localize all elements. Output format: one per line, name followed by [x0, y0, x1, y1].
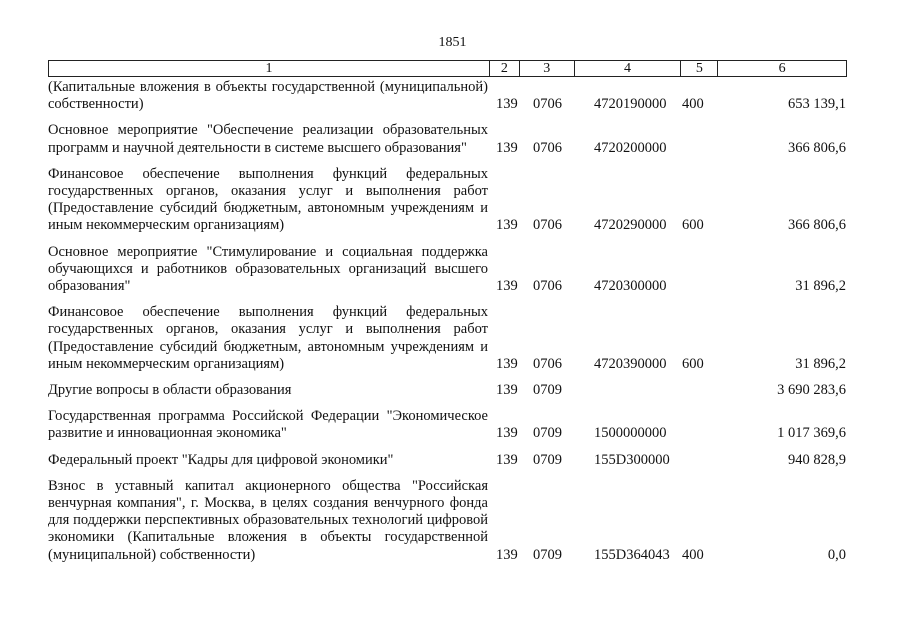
- row-target-article: 155D364043: [594, 546, 670, 563]
- row-code-ministry: 139: [496, 382, 518, 399]
- row-target-article: 155D300000: [594, 451, 670, 468]
- table-row: [48, 452, 847, 469]
- row-section: 0709: [533, 451, 562, 468]
- table-row: [48, 478, 847, 564]
- table-header: [48, 60, 847, 77]
- column-header-4: 4: [575, 61, 682, 76]
- row-section: 0709: [533, 546, 562, 563]
- row-amount: 0,0: [827, 546, 846, 563]
- row-code-ministry: 139: [496, 451, 518, 468]
- row-description: Основное мероприятие "Обеспечение реализации образовательных программ и научной деятельности в системе высшего образования": [48, 122, 488, 156]
- row-section: 0706: [533, 139, 562, 156]
- row-amount: 653 139,1: [788, 96, 846, 113]
- row-code-ministry: 139: [496, 546, 518, 563]
- row-amount: 31 896,2: [795, 278, 846, 295]
- row-code-ministry: 139: [496, 96, 518, 113]
- row-code-ministry: 139: [496, 139, 518, 156]
- row-amount: 366 806,6: [788, 217, 846, 234]
- column-header-6: 6: [778, 61, 786, 76]
- row-target-article: 4720200000: [594, 139, 667, 156]
- row-description: Взнос в уставный капитал акционерного общества "Российская венчурная компания", г. Москва, в целях создания венчурного фонда для поддержки перспективных образовательных технологий цифровой экономики (Капитальные вложения в объекты государственной (муниципальной) собственности): [48, 477, 488, 563]
- row-section: 0709: [533, 382, 562, 399]
- row-amount: 31 896,2: [795, 355, 846, 372]
- table-row: [48, 79, 847, 113]
- row-description: Основное мероприятие "Стимулирование и социальная поддержка обучающихся и работников образовательных организаций высшего образования": [48, 243, 488, 295]
- row-target-article: 4720390000: [594, 355, 667, 372]
- row-code-ministry: 139: [496, 278, 518, 295]
- row-description: Другие вопросы в области образования: [48, 382, 292, 399]
- table-row: [48, 382, 847, 399]
- row-description: Федеральный проект "Кадры для цифровой экономики": [48, 451, 394, 468]
- row-description: Финансовое обеспечение выполнения функций федеральных государственных органов, оказания услуг и выполнения работ (Предоставление субсидий бюджетным, автономным учреждениям и иным некоммерческим организациям): [48, 304, 488, 372]
- row-expense-type: 600: [682, 355, 704, 372]
- table-row: [48, 244, 847, 296]
- row-target-article: 4720190000: [594, 96, 667, 113]
- column-header-3: 3: [520, 61, 575, 76]
- table-row: [48, 408, 847, 442]
- row-target-article: 4720290000: [594, 217, 667, 234]
- table-row: [48, 122, 847, 156]
- row-target-article: 1500000000: [594, 425, 667, 442]
- row-section: 0706: [533, 217, 562, 234]
- row-code-ministry: 139: [496, 425, 518, 442]
- row-expense-type: 400: [682, 96, 704, 113]
- page-number: 1851: [438, 35, 467, 50]
- row-target-article: 4720300000: [594, 278, 667, 295]
- row-section: 0706: [533, 278, 562, 295]
- row-expense-type: 400: [682, 546, 704, 563]
- row-section: 0709: [533, 425, 562, 442]
- row-code-ministry: 139: [496, 355, 518, 372]
- row-amount: 1 017 369,6: [777, 425, 846, 442]
- row-expense-type: 600: [682, 217, 704, 234]
- table-row: [48, 304, 847, 373]
- row-amount: 366 806,6: [788, 139, 846, 156]
- row-description: Финансовое обеспечение выполнения функций федеральных государственных органов, оказания услуг и выполнения работ (Предоставление субсидий бюджетным, автономным учреждениям и иным некоммерческим организациям): [48, 165, 488, 234]
- row-section: 0706: [533, 96, 562, 113]
- column-header-1: 1: [49, 61, 490, 76]
- row-section: 0706: [533, 355, 562, 372]
- table-body: [48, 79, 847, 573]
- row-description: Государственная программа Российской Федерации "Экономическое развитие и инновационная экономика": [48, 408, 488, 442]
- column-header-2: 2: [490, 61, 520, 76]
- row-code-ministry: 139: [496, 217, 518, 234]
- table-row: [48, 166, 847, 235]
- row-amount: 3 690 283,6: [777, 382, 846, 399]
- row-description: (Капитальные вложения в объекты государственной (муниципальной) собственности): [48, 79, 488, 113]
- column-header-5: 5: [681, 61, 718, 76]
- row-amount: 940 828,9: [788, 451, 846, 468]
